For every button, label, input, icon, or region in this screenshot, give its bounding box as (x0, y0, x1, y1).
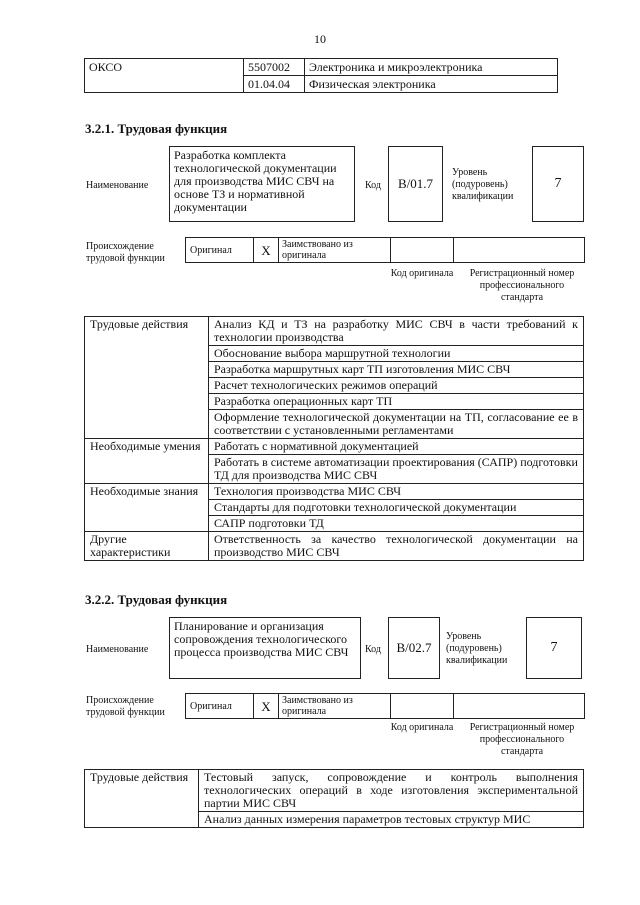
code-original-cell (391, 694, 454, 718)
item-cell: Тестовый запуск, сопровождение и контроль выполнения технологических операций в ходе изготовления экспериментальной партии МИС СВЧ (199, 770, 584, 812)
okso-name: Физическая электроника (305, 76, 558, 93)
reg-number-cell (454, 694, 584, 718)
item-cell: Анализ КД и ТЗ на разработку МИС СВЧ в части требований к технологии производства (209, 317, 584, 346)
item-cell: Работать с нормативной документацией (209, 439, 584, 455)
level-value: 7 (532, 146, 584, 222)
item-cell: Технология производства МИС СВЧ (209, 484, 584, 500)
section-title: 3.2.2. Трудовая функция (85, 592, 228, 607)
item-cell: Разработка операционных карт ТП (209, 394, 584, 410)
original-label: Оригинал (186, 238, 254, 262)
code-original-cell (391, 238, 454, 262)
original-mark: X (254, 694, 279, 718)
original-label: Оригинал (186, 694, 254, 718)
item-cell: Разработка маршрутных карт ТП изготовления МИС СВЧ (209, 362, 584, 378)
category-cell: Необходимые знания (85, 484, 209, 532)
level-label: Уровень (подуровень) квалификации (446, 631, 508, 666)
item-cell: Расчет технологических режимов операций (209, 378, 584, 394)
name-label: Наименование (86, 180, 149, 191)
reg-number-caption: Регистрационный номер профессионального стандарта (469, 268, 575, 303)
section-title: 3.2.1. Трудовая функция (85, 121, 228, 136)
reg-number-cell (454, 238, 584, 262)
okso-name: Электроника и микроэлектроника (305, 59, 558, 76)
function-table (84, 316, 584, 561)
item-cell: Ответственность за качество технологической документации на производство МИС СВЧ (209, 532, 584, 561)
code-original-caption: Код оригинала (390, 722, 454, 733)
item-cell: Работать в системе автоматизации проектирования (САПР) подготовки ТД для производства МИС СВЧ (209, 455, 584, 484)
name-value: Планирование и организация сопровождения технологического процесса производства МИС СВЧ (169, 617, 361, 679)
code-value: B/02.7 (388, 617, 440, 679)
category-cell: Трудовые действия (85, 770, 199, 828)
okso-code: 01.04.04 (244, 76, 305, 93)
level-label: Уровень (подуровень) квалификации (452, 167, 514, 202)
code-label: Код (365, 644, 381, 655)
origin-label: Происхождение трудовой функции (86, 241, 165, 264)
okso-table (84, 58, 558, 93)
item-cell: САПР подготовки ТД (209, 516, 584, 532)
borrowed-label: Заимствовано из оригинала (279, 694, 391, 718)
item-cell: Стандарты для подготовки технологической документации (209, 500, 584, 516)
category-cell: Трудовые действия (85, 317, 209, 439)
origin-row (185, 237, 585, 263)
name-value: Разработка комплекта технологической документации для производства МИС СВЧ на основе ТЗ и нормативной документации (169, 146, 355, 222)
item-cell: Обоснование выбора маршрутной технологии (209, 346, 584, 362)
code-value: B/01.7 (388, 146, 443, 222)
origin-label: Происхождение трудовой функции (86, 695, 165, 718)
level-value: 7 (526, 617, 582, 679)
page-number: 10 (314, 32, 326, 46)
name-label: Наименование (86, 644, 149, 655)
original-mark: X (254, 238, 279, 262)
function-table (84, 769, 584, 828)
code-label: Код (365, 180, 381, 191)
category-cell: Другие характеристики (85, 532, 209, 561)
borrowed-label: Заимствовано из оригинала (279, 238, 391, 262)
okso-code: 5507002 (244, 59, 305, 76)
okso-label: ОКСО (85, 59, 244, 93)
reg-number-caption: Регистрационный номер профессионального стандарта (469, 722, 575, 757)
category-cell: Необходимые умения (85, 439, 209, 484)
item-cell: Анализ данных измерения параметров тестовых структур МИС (199, 812, 584, 828)
origin-row (185, 693, 585, 719)
item-cell: Оформление технологической документации на ТП, согласование ее в соответствии с установленными регламентами (209, 410, 584, 439)
code-original-caption: Код оригинала (390, 268, 454, 279)
